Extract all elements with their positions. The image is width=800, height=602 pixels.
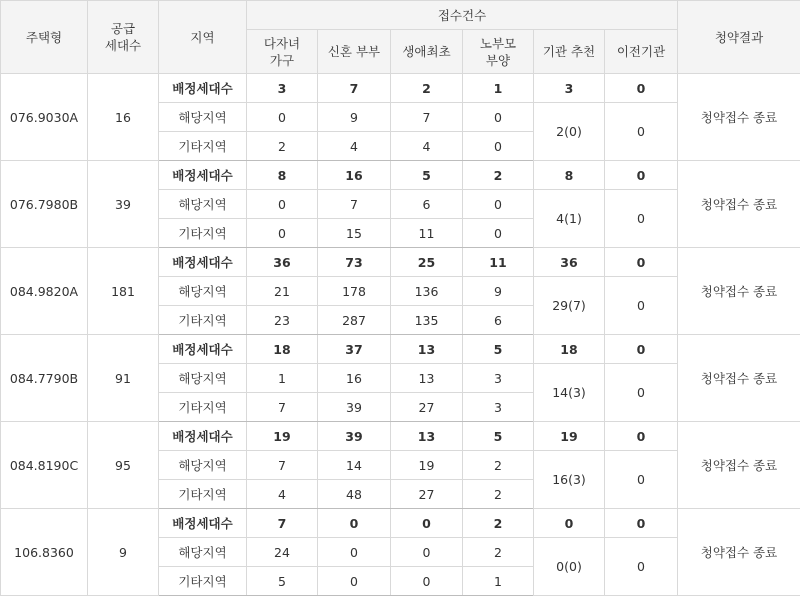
header-institution: 기관 추천 bbox=[534, 30, 605, 74]
newlywed-cell: 0 bbox=[318, 509, 391, 538]
newlywed-cell: 4 bbox=[318, 132, 391, 161]
first-time-cell: 25 bbox=[391, 248, 463, 277]
newlywed-cell: 0 bbox=[318, 567, 391, 596]
region-cell: 배정세대수 bbox=[159, 335, 247, 364]
region-cell: 기타지역 bbox=[159, 393, 247, 422]
region-cell: 배정세대수 bbox=[159, 74, 247, 103]
housing-type-cell: 106.8360 bbox=[1, 509, 88, 596]
institution-combined-cell: 0(0) bbox=[534, 538, 605, 596]
supply-count-cell: 91 bbox=[88, 335, 159, 422]
header-elderly-line1: 노부모 bbox=[479, 35, 517, 51]
relocation-cell: 0 bbox=[605, 161, 678, 190]
relocation-cell: 0 bbox=[605, 335, 678, 364]
newlywed-cell: 287 bbox=[318, 306, 391, 335]
relocation-combined-cell: 0 bbox=[605, 451, 678, 509]
header-elderly-line2: 부양 bbox=[485, 52, 511, 68]
housing-type-cell: 076.7980B bbox=[1, 161, 88, 248]
region-cell: 기타지역 bbox=[159, 219, 247, 248]
header-multi-child-line2: 가구 bbox=[269, 52, 295, 68]
relocation-combined-cell: 0 bbox=[605, 277, 678, 335]
elderly-cell: 1 bbox=[463, 74, 534, 103]
multi-child-cell: 0 bbox=[247, 219, 318, 248]
institution-combined-cell: 2(0) bbox=[534, 103, 605, 161]
relocation-cell: 0 bbox=[605, 248, 678, 277]
newlywed-cell: 0 bbox=[318, 538, 391, 567]
multi-child-cell: 7 bbox=[247, 393, 318, 422]
region-cell: 배정세대수 bbox=[159, 248, 247, 277]
multi-child-cell: 24 bbox=[247, 538, 318, 567]
header-supply-line1: 공급 bbox=[110, 21, 136, 36]
housing-type-cell: 084.7790B bbox=[1, 335, 88, 422]
table-row bbox=[1, 248, 800, 277]
header-multi-child-line1: 다자녀 bbox=[263, 35, 301, 51]
relocation-combined-cell: 0 bbox=[605, 190, 678, 248]
first-time-cell: 11 bbox=[391, 219, 463, 248]
first-time-cell: 27 bbox=[391, 480, 463, 509]
institution-cell: 19 bbox=[534, 422, 605, 451]
region-cell: 기타지역 bbox=[159, 306, 247, 335]
first-time-cell: 0 bbox=[391, 538, 463, 567]
institution-combined-cell: 4(1) bbox=[534, 190, 605, 248]
header-supply bbox=[88, 1, 159, 74]
multi-child-cell: 7 bbox=[247, 509, 318, 538]
elderly-cell: 3 bbox=[463, 364, 534, 393]
header-newlywed: 신혼 부부 bbox=[318, 30, 391, 74]
newlywed-cell: 16 bbox=[318, 364, 391, 393]
result-cell: 청약접수 종료 bbox=[678, 74, 800, 161]
multi-child-cell: 4 bbox=[247, 480, 318, 509]
relocation-combined-cell: 0 bbox=[605, 364, 678, 422]
region-cell: 배정세대수 bbox=[159, 422, 247, 451]
newlywed-cell: 178 bbox=[318, 277, 391, 306]
housing-type-cell: 084.9820A bbox=[1, 248, 88, 335]
relocation-cell: 0 bbox=[605, 422, 678, 451]
result-cell: 청약접수 종료 bbox=[678, 422, 800, 509]
first-time-cell: 13 bbox=[391, 422, 463, 451]
supply-count-cell: 16 bbox=[88, 74, 159, 161]
relocation-cell: 0 bbox=[605, 509, 678, 538]
elderly-cell: 5 bbox=[463, 335, 534, 364]
region-cell: 해당지역 bbox=[159, 103, 247, 132]
multi-child-cell: 36 bbox=[247, 248, 318, 277]
supply-count-cell: 181 bbox=[88, 248, 159, 335]
multi-child-cell: 18 bbox=[247, 335, 318, 364]
multi-child-cell: 0 bbox=[247, 103, 318, 132]
result-cell: 청약접수 종료 bbox=[678, 248, 800, 335]
multi-child-cell: 23 bbox=[247, 306, 318, 335]
housing-type-cell: 076.9030A bbox=[1, 74, 88, 161]
institution-cell: 3 bbox=[534, 74, 605, 103]
header-first-time: 생애최초 bbox=[391, 30, 463, 74]
relocation-combined-cell: 0 bbox=[605, 103, 678, 161]
first-time-cell: 27 bbox=[391, 393, 463, 422]
newlywed-cell: 14 bbox=[318, 451, 391, 480]
table-body bbox=[1, 74, 800, 596]
multi-child-cell: 7 bbox=[247, 451, 318, 480]
region-cell: 해당지역 bbox=[159, 538, 247, 567]
supply-count-cell: 9 bbox=[88, 509, 159, 596]
newlywed-cell: 7 bbox=[318, 74, 391, 103]
multi-child-cell: 5 bbox=[247, 567, 318, 596]
table-row bbox=[1, 422, 800, 451]
newlywed-cell: 73 bbox=[318, 248, 391, 277]
newlywed-cell: 39 bbox=[318, 393, 391, 422]
elderly-cell: 11 bbox=[463, 248, 534, 277]
first-time-cell: 13 bbox=[391, 335, 463, 364]
table-row bbox=[1, 509, 800, 538]
header-region: 지역 bbox=[159, 1, 247, 74]
newlywed-cell: 15 bbox=[318, 219, 391, 248]
elderly-cell: 2 bbox=[463, 161, 534, 190]
result-cell: 청약접수 종료 bbox=[678, 161, 800, 248]
multi-child-cell: 1 bbox=[247, 364, 318, 393]
elderly-cell: 2 bbox=[463, 451, 534, 480]
housing-type-cell: 084.8190C bbox=[1, 422, 88, 509]
elderly-cell: 2 bbox=[463, 538, 534, 567]
header-elderly bbox=[463, 30, 534, 74]
multi-child-cell: 19 bbox=[247, 422, 318, 451]
newlywed-cell: 7 bbox=[318, 190, 391, 219]
header-relocation: 이전기관 bbox=[605, 30, 678, 74]
elderly-cell: 0 bbox=[463, 190, 534, 219]
institution-combined-cell: 29(7) bbox=[534, 277, 605, 335]
elderly-cell: 6 bbox=[463, 306, 534, 335]
institution-combined-cell: 14(3) bbox=[534, 364, 605, 422]
result-cell: 청약접수 종료 bbox=[678, 509, 800, 596]
result-cell: 청약접수 종료 bbox=[678, 335, 800, 422]
elderly-cell: 2 bbox=[463, 509, 534, 538]
first-time-cell: 0 bbox=[391, 567, 463, 596]
multi-child-cell: 8 bbox=[247, 161, 318, 190]
newlywed-cell: 37 bbox=[318, 335, 391, 364]
elderly-cell: 9 bbox=[463, 277, 534, 306]
first-time-cell: 136 bbox=[391, 277, 463, 306]
region-cell: 기타지역 bbox=[159, 480, 247, 509]
newlywed-cell: 9 bbox=[318, 103, 391, 132]
region-cell: 기타지역 bbox=[159, 567, 247, 596]
multi-child-cell: 21 bbox=[247, 277, 318, 306]
table-row bbox=[1, 161, 800, 190]
elderly-cell: 0 bbox=[463, 219, 534, 248]
table-row bbox=[1, 74, 800, 103]
header-multi-child bbox=[247, 30, 318, 74]
institution-combined-cell: 16(3) bbox=[534, 451, 605, 509]
first-time-cell: 5 bbox=[391, 161, 463, 190]
region-cell: 해당지역 bbox=[159, 190, 247, 219]
multi-child-cell: 2 bbox=[247, 132, 318, 161]
relocation-cell: 0 bbox=[605, 74, 678, 103]
first-time-cell: 135 bbox=[391, 306, 463, 335]
first-time-cell: 2 bbox=[391, 74, 463, 103]
header-result: 청약결과 bbox=[678, 1, 800, 74]
header-applications: 접수건수 bbox=[247, 1, 678, 30]
region-cell: 해당지역 bbox=[159, 451, 247, 480]
newlywed-cell: 16 bbox=[318, 161, 391, 190]
first-time-cell: 13 bbox=[391, 364, 463, 393]
newlywed-cell: 39 bbox=[318, 422, 391, 451]
institution-cell: 36 bbox=[534, 248, 605, 277]
elderly-cell: 1 bbox=[463, 567, 534, 596]
region-cell: 해당지역 bbox=[159, 364, 247, 393]
first-time-cell: 4 bbox=[391, 132, 463, 161]
multi-child-cell: 0 bbox=[247, 190, 318, 219]
first-time-cell: 0 bbox=[391, 509, 463, 538]
first-time-cell: 19 bbox=[391, 451, 463, 480]
elderly-cell: 5 bbox=[463, 422, 534, 451]
elderly-cell: 0 bbox=[463, 132, 534, 161]
region-cell: 배정세대수 bbox=[159, 509, 247, 538]
region-cell: 배정세대수 bbox=[159, 161, 247, 190]
header-supply-line2: 세대수 bbox=[104, 38, 142, 53]
institution-cell: 8 bbox=[534, 161, 605, 190]
header-type: 주택형 bbox=[1, 1, 88, 74]
newlywed-cell: 48 bbox=[318, 480, 391, 509]
region-cell: 기타지역 bbox=[159, 132, 247, 161]
institution-cell: 0 bbox=[534, 509, 605, 538]
first-time-cell: 6 bbox=[391, 190, 463, 219]
supply-count-cell: 95 bbox=[88, 422, 159, 509]
region-cell: 해당지역 bbox=[159, 277, 247, 306]
elderly-cell: 2 bbox=[463, 480, 534, 509]
elderly-cell: 0 bbox=[463, 103, 534, 132]
multi-child-cell: 3 bbox=[247, 74, 318, 103]
table-row bbox=[1, 335, 800, 364]
institution-cell: 18 bbox=[534, 335, 605, 364]
elderly-cell: 3 bbox=[463, 393, 534, 422]
first-time-cell: 7 bbox=[391, 103, 463, 132]
relocation-combined-cell: 0 bbox=[605, 538, 678, 596]
supply-count-cell: 39 bbox=[88, 161, 159, 248]
